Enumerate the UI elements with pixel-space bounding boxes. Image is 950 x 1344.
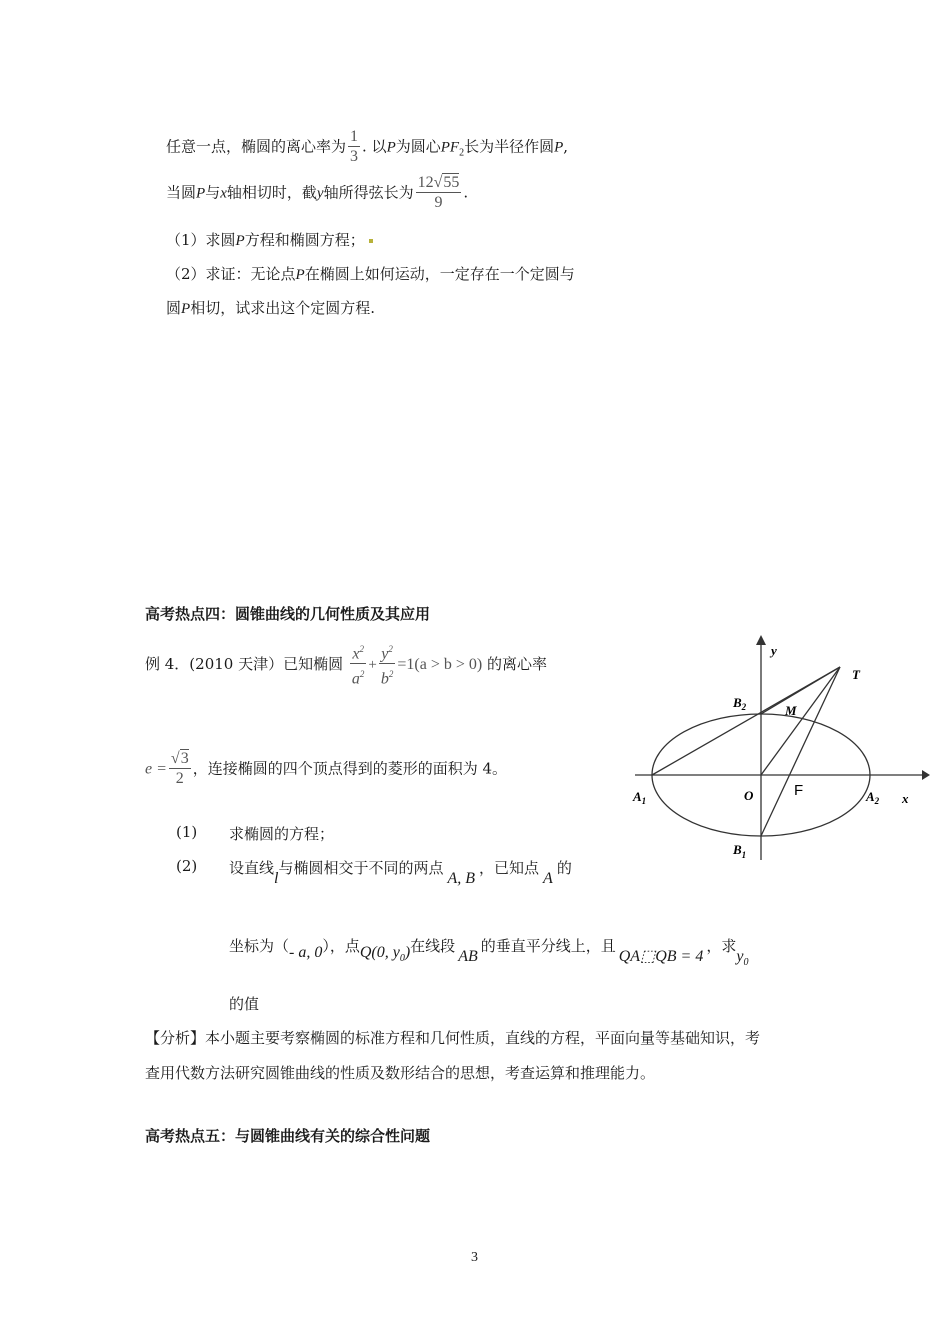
text-segment: 圆 (166, 299, 182, 317)
text-segment: 相切，试求出这个定圆方程. (190, 299, 375, 317)
math-var: x (220, 185, 227, 202)
eccentricity-line (145, 750, 507, 789)
math-subscript: 2 (459, 147, 465, 159)
text-segment: ），点 (322, 937, 360, 955)
fraction-radicand: 55 (443, 174, 460, 191)
text-segment: 在线段 (410, 937, 456, 955)
problem-line-2 (166, 174, 468, 213)
fraction-coefficient: 12 (417, 174, 434, 191)
label-M: M (785, 703, 797, 718)
line-B1-T (761, 667, 840, 836)
line-B2-T (761, 667, 840, 714)
fraction-denominator: 3 (350, 148, 359, 165)
example-4-line-1: 例 4．(2010 天津）已知椭圆 $\frac{x^2}{a^2}$ + $\frac{y^2}{b^2}$ =1(a > b > 0) 的离心率 (145, 640, 547, 690)
label-A1: $A_1$ (633, 789, 647, 806)
label-y-axis: y (771, 643, 777, 658)
problem-item-2-cont (166, 297, 375, 318)
chord-length-fraction: $\frac{12√55}{9}$ (417, 174, 460, 211)
label-T: T (852, 667, 860, 682)
text-segment: 设直线 (229, 859, 275, 877)
x-axis-arrow-icon (922, 770, 930, 780)
fraction-denominator: 9 (416, 192, 462, 213)
text-segment: 当圆 (166, 183, 197, 202)
math-var: b (380, 670, 389, 688)
question-2-line-3: 的值 (229, 995, 260, 1013)
text-segment: 为圆心 (395, 137, 441, 156)
line-O-T (761, 667, 840, 775)
text-segment: （1）求圆 (166, 231, 236, 249)
problem-line-1 (166, 128, 568, 167)
question-2-number: (2) (176, 857, 198, 875)
math-var: e = (145, 760, 167, 778)
math-var: x (352, 645, 360, 663)
math-var: y (316, 185, 324, 202)
analysis-line-2: 查用代数方法研究圆锥曲线的性质及数形结合的思想，考查运算和推理能力。 (145, 1064, 656, 1082)
text-segment: ，求 (706, 937, 737, 955)
math-var: P (554, 139, 564, 156)
text-segment: 的 (556, 859, 572, 877)
math-var: a (351, 670, 360, 688)
question-2-line-1 (229, 857, 572, 887)
label-A2: $A_2$ (866, 789, 880, 806)
text-segment: 方程和椭圆方程； (244, 231, 365, 249)
math-var: P (181, 301, 191, 317)
math-expr: - a, 0 (289, 944, 323, 961)
label-B1: $B_1$ (733, 842, 747, 860)
text-segment: 轴所得弦长为 (323, 183, 414, 202)
math-var: A (543, 870, 553, 887)
text-segment: , (563, 137, 569, 156)
text-segment: （2）求证：无论点 (166, 265, 296, 283)
text-segment: 的垂直平分线上，且 (480, 937, 616, 955)
math-var: y (381, 645, 389, 663)
text-segment: 与椭圆相交于不同的两点 (278, 859, 444, 877)
fraction-radicand: 3 (180, 750, 189, 767)
math-var: P (196, 185, 206, 202)
section-5-heading: 高考热点五：与圆锥曲线有关的综合性问题 (145, 1127, 431, 1145)
math-expr: ) (404, 944, 411, 961)
eccentricity-fraction (348, 128, 360, 167)
fraction-numerator: 1 (350, 128, 359, 145)
math-var: y (736, 948, 744, 965)
math-var: P (295, 267, 305, 283)
text-segment: 在椭圆上如何运动，一定存在一个定圆与 (304, 265, 575, 283)
math-subscript: 0 (743, 957, 749, 969)
eccentricity-fraction: $\frac{√3}{2}$ (170, 750, 189, 787)
text-segment: 任意一点，椭圆的离心率为 (166, 137, 347, 156)
math-var: P (235, 233, 245, 249)
math-var: PF (440, 139, 460, 156)
math-expr: QA⬚QB = 4 (618, 948, 704, 965)
page-number: 3 (471, 1250, 478, 1265)
problem-item-2 (166, 263, 575, 284)
y-axis-arrow-icon (756, 635, 766, 645)
text-segment: ，已知点 (479, 859, 540, 877)
text-segment: 长为半径作圆 (464, 137, 555, 156)
example-label: 例 4．(2010 天津）已知椭圆 (145, 654, 344, 673)
text-segment: 坐标为（ (229, 937, 290, 955)
math-var: P (386, 139, 396, 156)
label-F: F (794, 782, 804, 799)
text-segment: 的离心率 (486, 654, 547, 673)
text-segment: ，连接椭圆的四个顶点得到的菱形的面积为 4。 (192, 759, 508, 778)
label-O: O (744, 788, 754, 803)
question-1-number: (1) (176, 823, 198, 841)
ellipse-term-x: $\frac{x^2}{a^2}$ (351, 644, 365, 688)
text-segment: 与 (205, 183, 221, 202)
ellipse-condition: =1(a > b > 0) (397, 655, 483, 673)
section-4-heading: 高考热点四：圆锥曲线的几何性质及其应用 (145, 605, 431, 623)
question-2-line-2 (229, 935, 749, 969)
analysis-line-1: 【分析】本小题主要考察椭圆的标准方程和几何性质，直线的方程，平面向量等基础知识，考 (145, 1029, 761, 1047)
math-var: AB (458, 948, 478, 965)
text-segment: . 以 (362, 137, 387, 156)
fraction-denominator: 2 (169, 768, 191, 789)
math-var: l (274, 870, 279, 887)
label-x-axis: x (902, 791, 909, 806)
marker-dot (369, 239, 373, 243)
text-segment: 轴相切时，截 (226, 183, 317, 202)
question-1-text: 求椭圆的方程； (229, 825, 335, 843)
problem-item-1 (166, 229, 373, 250)
math-expr: Q(0, y (359, 944, 400, 961)
label-B2: $B_2$ (733, 695, 747, 712)
math-var: A, B (447, 870, 476, 887)
ellipse-term-y: $\frac{y^2}{b^2}$ (380, 644, 394, 688)
math-subscript: 0 (399, 953, 405, 965)
ellipse-figure (630, 635, 930, 865)
text-segment: . (463, 183, 469, 202)
